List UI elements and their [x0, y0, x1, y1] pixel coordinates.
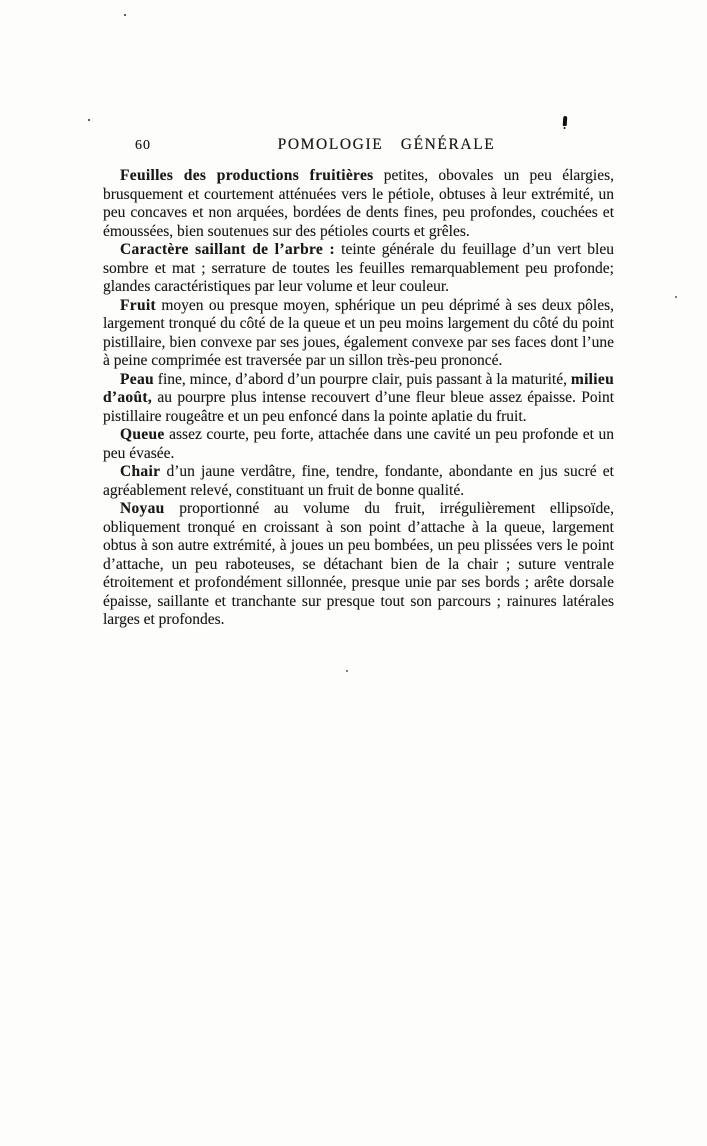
ink-speck [88, 119, 90, 121]
ink-speck [124, 14, 126, 16]
ink-mark [563, 116, 568, 126]
ink-speck [675, 296, 677, 298]
body-text: petites, obovales un peu élargies, brusquement et courtement atténuées vers le pétiole, obtuses à leur extrémité, un peu concaves et non arquées, bordées de dents fines, peu profondes, couchées et émoussées, bien soutenues sur des pétioles courts et grêles. [103, 167, 614, 240]
lead-in-bold: Fruit [120, 296, 156, 314]
lead-in-bold: Noyau [120, 500, 165, 517]
paragraph [103, 500, 614, 630]
paragraph [103, 463, 614, 500]
body-text: d’un jaune verdâtre, fine, tendre, fondante, abondante en jus sucré et agréablement relevé, constituant un fruit de bonne qualité. [103, 463, 614, 499]
body-text: moyen ou presque moyen, sphérique un peu déprimé à ses deux pôles, largement tronqué du côté de la queue et un peu moins largement du côté du point pistillaire, bien convexe par ses joues, également convexe par ses faces dont l’une à peine comprimée est traversée par un sillon très-peu prononcé. [103, 296, 614, 369]
paragraph [103, 297, 614, 371]
lead-in-bold: milieu d’août, [103, 370, 614, 406]
page-header [103, 136, 614, 156]
ink-speck [346, 670, 348, 672]
body-text: teinte générale du feuillage d’un vert bleu sombre et mat ; serrature de toutes les feuilles remarquablement peu profonde; glandes caractéristiques par leur volume et leur couleur. [103, 241, 614, 295]
lead-in-bold: Peau [120, 370, 154, 388]
lead-in-bold: Queue [120, 426, 165, 443]
lead-in-bold: Feuilles des productions fruitières [120, 167, 374, 184]
lead-in-bold: Caractère saillant de l’arbre : [120, 241, 336, 258]
paragraph [103, 371, 614, 427]
paragraph [103, 167, 614, 241]
text-block [103, 167, 614, 630]
page-number: 60 [135, 138, 151, 153]
body-text: proportionné au volume du fruit, irrégulièrement ellipsoïde, obliquement tronqué en croissant à son point d’attache à la queue, largement obtus à son autre extrémité, à joues un peu bombées, un peu plissées vers le point d’attache, un peu raboteuses, se détachant bien de la chair ; suture ventrale étroitement et profondément sillonnée, presque unie par ses bords ; arête dorsale épaisse, saillante et tranchante sur presque tout son parcours ; rainures latérales larges et profondes. [103, 500, 614, 628]
body-text: fine, mince, d’abord d’un pourpre clair, puis passant à la maturité, [153, 370, 571, 388]
running-title: POMOLOGIE GÉNÉRALE [277, 136, 496, 153]
paragraph [103, 241, 614, 297]
lead-in-bold: Chair [120, 463, 161, 480]
body-text: au pourpre plus intense recouvert d’une fleur bleue assez épaisse. Point pistillaire rougeâtre et un peu enfoncé dans la pointe aplatie du fruit. [103, 389, 614, 425]
paragraph [103, 426, 614, 463]
body-text: assez courte, peu forte, attachée dans une cavité un peu profonde et un peu évasée. [103, 426, 614, 462]
